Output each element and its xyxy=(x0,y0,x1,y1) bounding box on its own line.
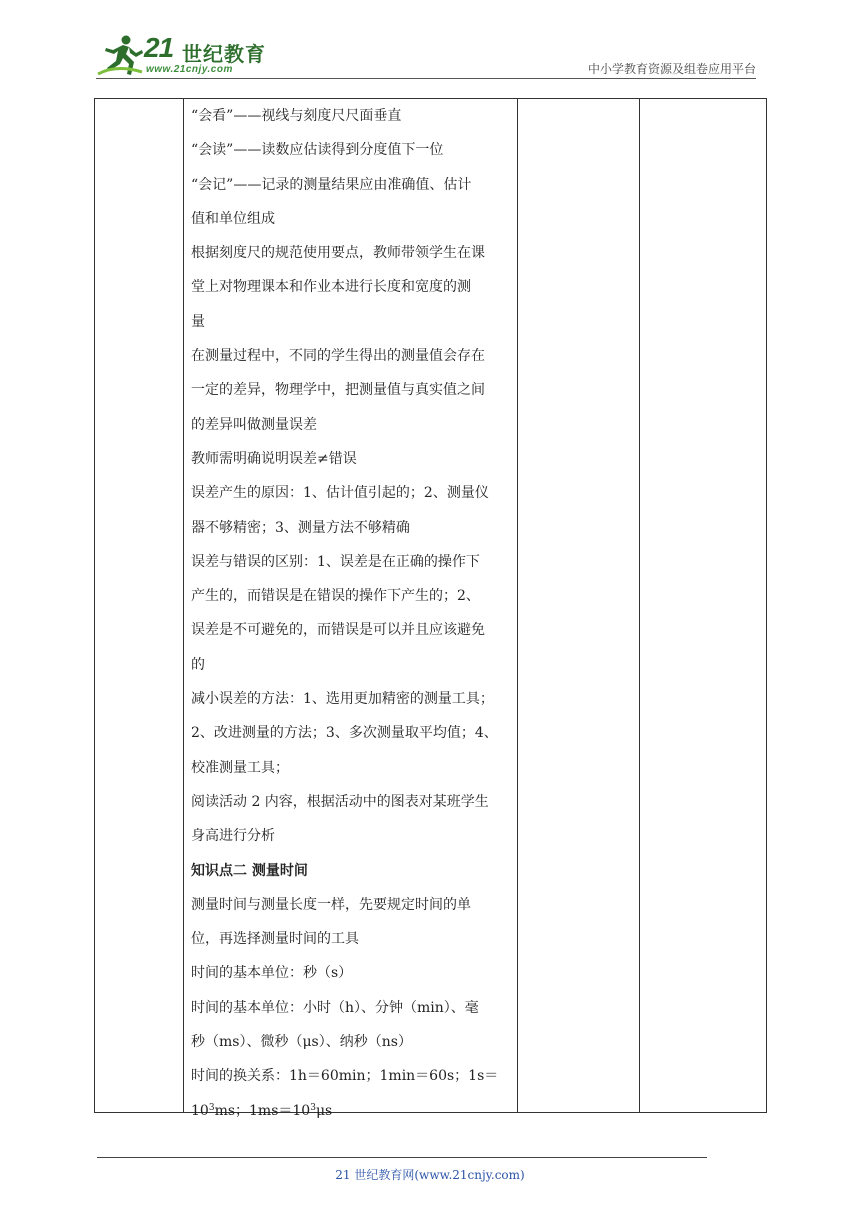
content-line: 误差产生的原因：1、估计值引起的；2、测量仪 xyxy=(191,485,489,502)
column-divider-3 xyxy=(639,99,640,1112)
content-line: 测量时间与测量长度一样，先要规定时间的单 xyxy=(191,896,471,913)
content-line: 教师需明确说明误差≠错误 xyxy=(191,450,357,467)
section-heading: 知识点二 测量时间 xyxy=(191,862,308,879)
content-line: 值和单位组成 xyxy=(191,210,275,227)
lesson-table xyxy=(94,98,767,1119)
content-line: “会看”——视线与刻度尺尺面垂直 xyxy=(191,108,402,124)
content-line: 产生的，而错误是在错误的操作下产生的；2、 xyxy=(191,588,480,605)
conversion-part-a: 10 xyxy=(191,1102,209,1119)
content-line: 时间的换关系：1h＝60min；1min＝60s；1s＝ xyxy=(191,1068,499,1085)
content-line: 身高进行分析 xyxy=(191,828,275,845)
content-line: 2、改进测量的方法；3、多次测量取平均值；4、 xyxy=(191,725,498,742)
content-line: 误差是不可避免的，而错误是可以并且应该避免 xyxy=(191,622,485,639)
content-line: 在测量过程中，不同的学生得出的测量值会存在 xyxy=(191,348,485,365)
footer-divider xyxy=(97,1157,707,1158)
content-line: 器不够精密；3、测量方法不够精确 xyxy=(191,519,410,536)
content-line: 时间的基本单位：秒（s） xyxy=(191,965,353,982)
header-platform-text: 中小学教育资源及组卷应用平台 xyxy=(587,62,756,76)
content-line: 堂上对物理课本和作业本进行长度和宽度的测 xyxy=(191,279,471,296)
content-line: 误差与错误的区别：1、误差是在正确的操作下 xyxy=(191,553,480,570)
logo-number: 21 xyxy=(144,32,174,63)
footer-link[interactable]: 21 世纪教育网(www.21cnjy.com) xyxy=(335,1168,525,1182)
logo xyxy=(96,34,271,78)
teaching-content-cell xyxy=(191,99,511,1128)
column-divider-1 xyxy=(183,99,184,1112)
content-line: 减小误差的方法：1、选用更加精密的测量工具； xyxy=(191,691,494,708)
conversion-part-b: ms；1ms＝10 xyxy=(214,1102,311,1119)
content-line: 校准测量工具； xyxy=(191,759,289,776)
runner-logo-icon xyxy=(96,34,144,78)
content-line: 阅读活动 2 内容，根据活动中的图表对某班学生 xyxy=(191,793,489,810)
content-line: “会读”——读数应估读得到分度值下一位 xyxy=(191,142,444,159)
content-line: 一定的差异，物理学中，把测量值与真实值之间 xyxy=(191,382,485,399)
content-line: 时间的基本单位：小时（h）、分钟（min）、毫 xyxy=(191,999,479,1016)
content-line: 的 xyxy=(191,656,205,673)
conversion-part-c: μs xyxy=(315,1102,333,1119)
header-divider xyxy=(96,78,756,79)
content-line-conversion xyxy=(191,1094,511,1128)
content-line: “会记”——记录的测量结果应由准确值、估计 xyxy=(191,176,472,193)
content-line: 秒（ms）、微秒（μs）、纳秒（ns） xyxy=(191,1034,412,1051)
column-divider-2 xyxy=(517,99,518,1112)
content-line: 位，再选择测量时间的工具 xyxy=(191,931,359,948)
conversion-exponent-b: 3 xyxy=(310,1102,316,1113)
conversion-exponent-a: 3 xyxy=(208,1102,215,1113)
content-line: 的差异叫做测量误差 xyxy=(191,416,317,433)
logo-url: www.21cnjy.com xyxy=(146,64,233,75)
logo-text: 世纪教育 xyxy=(182,42,266,66)
content-line: 量 xyxy=(191,313,205,330)
content-line: 根据刻度尺的规范使用要点，教师带领学生在课 xyxy=(191,245,485,262)
page-header xyxy=(0,0,860,90)
